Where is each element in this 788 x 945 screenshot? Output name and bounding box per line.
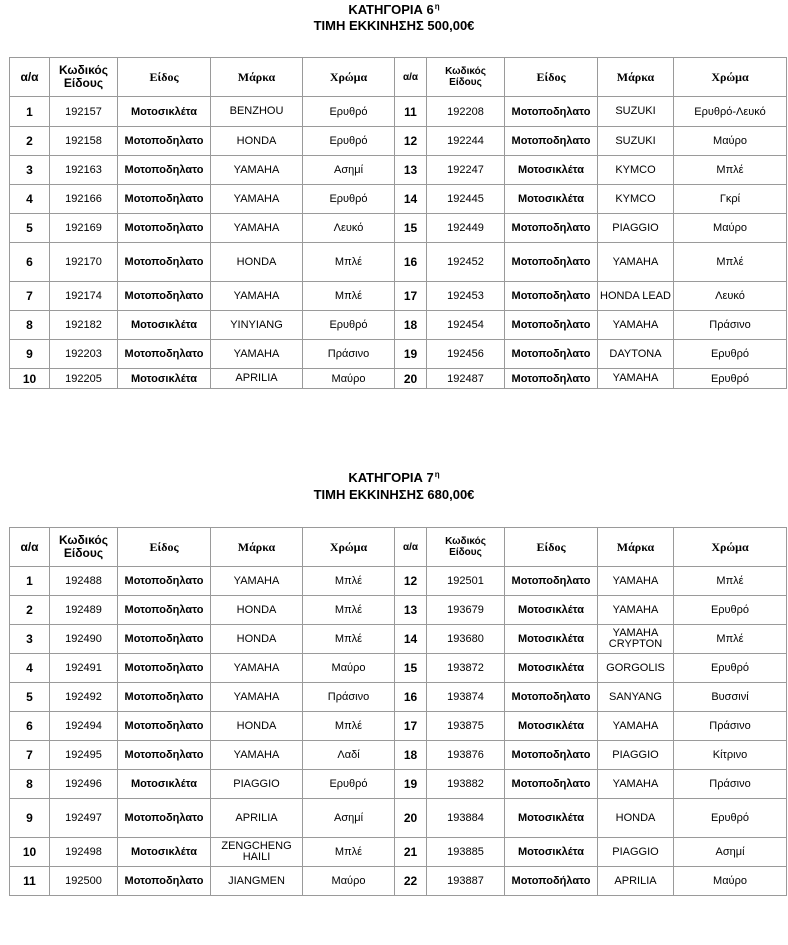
- item-color: Μπλέ: [303, 625, 395, 654]
- row-number: 12: [395, 567, 427, 596]
- item-brand: YAMAHA: [211, 156, 303, 185]
- item-color: Μπλέ: [674, 625, 787, 654]
- item-brand: KYMCO: [598, 185, 674, 214]
- item-type: Μοτοσικλέτα: [505, 838, 598, 867]
- row-number: 17: [395, 282, 427, 311]
- item-code: 192500: [50, 867, 118, 896]
- item-color: Μαύρο: [674, 214, 787, 243]
- row-number: 9: [10, 340, 50, 369]
- item-color: Μαύρο: [303, 369, 395, 389]
- item-code: 192247: [427, 156, 505, 185]
- item-color: Ερυθρό: [674, 340, 787, 369]
- row-number: 8: [10, 770, 50, 799]
- item-code: 192174: [50, 282, 118, 311]
- row-number: 20: [395, 369, 427, 389]
- item-brand: HONDA: [211, 625, 303, 654]
- table-row: [10, 712, 787, 741]
- item-type: Μοτοσικλέτα: [505, 799, 598, 838]
- row-number: 4: [10, 654, 50, 683]
- row-number: 16: [395, 243, 427, 282]
- item-type: Μοτοποδηλατο: [118, 243, 211, 282]
- item-type: Μοτοποδηλατο: [505, 97, 598, 127]
- item-color: Λευκό: [303, 214, 395, 243]
- item-brand: BENZHOU: [211, 97, 303, 127]
- item-brand: YAMAHA: [211, 741, 303, 770]
- table-row: [10, 156, 787, 185]
- item-type: Μοτοποδηλατο: [118, 799, 211, 838]
- item-color: Μπλέ: [303, 567, 395, 596]
- item-color: Ερυθρό: [303, 127, 395, 156]
- category-6-table: [9, 57, 787, 389]
- item-type: Μοτοσικλέτα: [505, 712, 598, 741]
- item-brand: YAMAHA: [211, 683, 303, 712]
- item-color: Ερυθρό: [674, 799, 787, 838]
- item-type: Μοτοποδηλατο: [505, 214, 598, 243]
- header-brand: Μάρκα: [211, 528, 303, 567]
- row-number: 5: [10, 683, 50, 712]
- category-6-title: [0, 2, 788, 17]
- item-code: 192208: [427, 97, 505, 127]
- row-number: 13: [395, 596, 427, 625]
- row-number: 5: [10, 214, 50, 243]
- item-color: Πράσινο: [303, 340, 395, 369]
- table-row: [10, 838, 787, 867]
- item-brand: YAMAHA: [598, 596, 674, 625]
- item-color: Λευκό: [674, 282, 787, 311]
- item-color: Μπλέ: [303, 243, 395, 282]
- header-brand: Μάρκα: [598, 58, 674, 97]
- row-number: 22: [395, 867, 427, 896]
- item-type: Μοτοσικλέτα: [505, 625, 598, 654]
- item-color: Ερυθρό: [303, 97, 395, 127]
- table-row: [10, 127, 787, 156]
- item-type: Μοτοποδηλατο: [505, 683, 598, 712]
- item-color: Μπλέ: [674, 243, 787, 282]
- header-brand: Μάρκα: [598, 528, 674, 567]
- item-color: Ερυθρό-Λευκό: [674, 97, 787, 127]
- item-brand: GORGOLIS: [598, 654, 674, 683]
- item-type: Μοτοσικλέτα: [118, 770, 211, 799]
- row-number: 14: [395, 625, 427, 654]
- row-number: 3: [10, 156, 50, 185]
- table-row: [10, 185, 787, 214]
- item-code: 192449: [427, 214, 505, 243]
- item-type: Μοτοποδηλατο: [118, 127, 211, 156]
- item-brand: SUZUKI: [598, 127, 674, 156]
- item-brand: YAMAHA: [598, 770, 674, 799]
- item-code: 193882: [427, 770, 505, 799]
- item-type: Μοτοποδηλατο: [505, 770, 598, 799]
- row-number: 15: [395, 214, 427, 243]
- item-code: 192158: [50, 127, 118, 156]
- item-code: 192492: [50, 683, 118, 712]
- table-row: [10, 97, 787, 127]
- item-color: Μαύρο: [674, 127, 787, 156]
- header-color: Χρώμα: [674, 58, 787, 97]
- header-color: Χρώμα: [303, 528, 395, 567]
- item-color: Πράσινο: [674, 770, 787, 799]
- table-row: [10, 654, 787, 683]
- item-code: 192244: [427, 127, 505, 156]
- item-color: Ερυθρό: [674, 369, 787, 389]
- item-type: Μοτοποδηλατο: [505, 127, 598, 156]
- row-number: 7: [10, 282, 50, 311]
- item-type: Μοτοποδηλατο: [118, 741, 211, 770]
- item-code: 192454: [427, 311, 505, 340]
- item-brand: YAMAHA: [598, 243, 674, 282]
- item-code: 192157: [50, 97, 118, 127]
- table-row: [10, 340, 787, 369]
- item-type: Μοτοσικλέτα: [505, 654, 598, 683]
- item-color: Μαύρο: [303, 867, 395, 896]
- item-brand: HONDA: [211, 596, 303, 625]
- item-type: Μοτοποδηλατο: [118, 712, 211, 741]
- category-7-title-text: ΚΑΤΗΓΟΡΙΑ 7: [348, 470, 434, 485]
- row-number: 19: [395, 770, 427, 799]
- item-brand: YAMAHA: [211, 282, 303, 311]
- item-code: 192487: [427, 369, 505, 389]
- row-number: 6: [10, 243, 50, 282]
- item-code: 192182: [50, 311, 118, 340]
- row-number: 4: [10, 185, 50, 214]
- item-brand: YAMAHA: [211, 185, 303, 214]
- item-color: Ερυθρό: [303, 311, 395, 340]
- item-color: Πράσινο: [674, 311, 787, 340]
- item-type: Μοτοποδηλατο: [118, 596, 211, 625]
- row-number: 12: [395, 127, 427, 156]
- item-brand: PIAGGIO: [598, 741, 674, 770]
- item-type: Μοτοσικλέτα: [118, 369, 211, 389]
- item-type: Μοτοποδηλατο: [118, 654, 211, 683]
- header-aa: α/α: [395, 58, 427, 97]
- item-type: Μοτοποδηλατο: [118, 625, 211, 654]
- item-code: 193874: [427, 683, 505, 712]
- header-type: Είδος: [118, 528, 211, 567]
- row-number: 21: [395, 838, 427, 867]
- item-brand: APRILIA: [598, 867, 674, 896]
- item-type: Μοτοποδήλατο: [505, 867, 598, 896]
- item-brand: APRILIA: [211, 369, 303, 389]
- item-code: 193679: [427, 596, 505, 625]
- item-type: Μοτοσικλέτα: [118, 838, 211, 867]
- table-row: [10, 741, 787, 770]
- item-code: 193876: [427, 741, 505, 770]
- item-brand: KYMCO: [598, 156, 674, 185]
- item-brand: HONDA: [211, 243, 303, 282]
- table-header-row: [10, 58, 787, 97]
- item-color: Πράσινο: [303, 683, 395, 712]
- item-color: Μαύρο: [303, 654, 395, 683]
- item-color: Μπλέ: [674, 567, 787, 596]
- item-type: Μοτοποδηλατο: [505, 243, 598, 282]
- header-aa: α/α: [10, 528, 50, 567]
- item-color: Μπλέ: [303, 838, 395, 867]
- item-brand: YAMAHA: [598, 369, 674, 389]
- item-code: 192488: [50, 567, 118, 596]
- item-brand: YAMAHA: [211, 340, 303, 369]
- table-row: [10, 214, 787, 243]
- row-number: 2: [10, 127, 50, 156]
- item-color: Ασημί: [674, 838, 787, 867]
- table-row: [10, 770, 787, 799]
- item-code: 192169: [50, 214, 118, 243]
- item-code: 193887: [427, 867, 505, 896]
- table-row: [10, 867, 787, 896]
- item-code: 192490: [50, 625, 118, 654]
- row-number: 20: [395, 799, 427, 838]
- row-number: 3: [10, 625, 50, 654]
- item-type: Μοτοσικλέτα: [505, 185, 598, 214]
- item-color: Λαδί: [303, 741, 395, 770]
- item-brand: HONDA: [211, 712, 303, 741]
- row-number: 18: [395, 741, 427, 770]
- header-aa: α/α: [395, 528, 427, 567]
- item-brand: YINYIANG: [211, 311, 303, 340]
- row-number: 17: [395, 712, 427, 741]
- item-brand: YAMAHA: [211, 654, 303, 683]
- item-code: 193872: [427, 654, 505, 683]
- row-number: 8: [10, 311, 50, 340]
- category-7-title-sup: η: [434, 470, 440, 479]
- item-type: Μοτοσικλέτα: [118, 97, 211, 127]
- item-type: Μοτοποδηλατο: [505, 311, 598, 340]
- item-type: Μοτοποδηλατο: [118, 567, 211, 596]
- row-number: 11: [10, 867, 50, 896]
- item-code: 192205: [50, 369, 118, 389]
- category-6-title-sup: η: [434, 2, 440, 11]
- item-type: Μοτοποδηλατο: [118, 867, 211, 896]
- item-code: 192491: [50, 654, 118, 683]
- row-number: 6: [10, 712, 50, 741]
- item-brand: YAMAHA: [598, 712, 674, 741]
- row-number: 10: [10, 838, 50, 867]
- header-aa: α/α: [10, 58, 50, 97]
- table-row: [10, 567, 787, 596]
- item-type: Μοτοποδηλατο: [505, 340, 598, 369]
- item-brand: YAMAHA: [598, 567, 674, 596]
- item-brand: PIAGGIO: [211, 770, 303, 799]
- table-row: [10, 311, 787, 340]
- table-row: [10, 625, 787, 654]
- item-brand: HONDA: [598, 799, 674, 838]
- item-color: Πράσινο: [674, 712, 787, 741]
- header-code: Κωδικός Είδους: [427, 58, 505, 97]
- row-number: 1: [10, 97, 50, 127]
- row-number: 15: [395, 654, 427, 683]
- item-code: 192496: [50, 770, 118, 799]
- item-code: 192495: [50, 741, 118, 770]
- item-color: Κίτρινο: [674, 741, 787, 770]
- row-number: 13: [395, 156, 427, 185]
- item-color: Βυσσινί: [674, 683, 787, 712]
- item-code: 192170: [50, 243, 118, 282]
- item-code: 192452: [427, 243, 505, 282]
- item-color: Ερυθρό: [674, 654, 787, 683]
- item-color: Ασημί: [303, 799, 395, 838]
- item-color: Μαύρο: [674, 867, 787, 896]
- item-brand: DAYTONA: [598, 340, 674, 369]
- row-number: 2: [10, 596, 50, 625]
- header-brand: Μάρκα: [211, 58, 303, 97]
- row-number: 7: [10, 741, 50, 770]
- item-brand: PIAGGIO: [598, 838, 674, 867]
- item-brand: SANYANG: [598, 683, 674, 712]
- item-brand: SUZUKI: [598, 97, 674, 127]
- item-code: 192494: [50, 712, 118, 741]
- item-type: Μοτοποδηλατο: [118, 156, 211, 185]
- item-type: Μοτοποδηλατο: [118, 340, 211, 369]
- item-brand: YAMAHA: [598, 311, 674, 340]
- item-color: Ασημί: [303, 156, 395, 185]
- row-number: 18: [395, 311, 427, 340]
- item-brand: PIAGGIO: [598, 214, 674, 243]
- item-brand: YAMAHA: [211, 567, 303, 596]
- item-type: Μοτοποδηλατο: [118, 214, 211, 243]
- item-code: 192498: [50, 838, 118, 867]
- header-type: Είδος: [118, 58, 211, 97]
- item-brand: JIANGMEN: [211, 867, 303, 896]
- item-type: Μοτοποδηλατο: [505, 369, 598, 389]
- item-type: Μοτοποδηλατο: [118, 683, 211, 712]
- row-number: 1: [10, 567, 50, 596]
- item-code: 193884: [427, 799, 505, 838]
- item-code: 193885: [427, 838, 505, 867]
- header-code: Κωδικός Είδους: [50, 58, 118, 97]
- category-7-table: [9, 527, 787, 896]
- header-type: Είδος: [505, 58, 598, 97]
- item-color: Μπλέ: [303, 712, 395, 741]
- header-type: Είδος: [505, 528, 598, 567]
- table-row: [10, 369, 787, 389]
- item-code: 193680: [427, 625, 505, 654]
- item-code: 192445: [427, 185, 505, 214]
- row-number: 16: [395, 683, 427, 712]
- item-brand: APRILIA: [211, 799, 303, 838]
- category-7-start-price: ΤΙΜΗ ΕΚΚΙΝΗΣΗΣ 680,00€: [313, 487, 475, 502]
- table-header-row: [10, 528, 787, 567]
- row-number: 14: [395, 185, 427, 214]
- table-row: [10, 282, 787, 311]
- category-6-title-text: ΚΑΤΗΓΟΡΙΑ 6: [348, 2, 434, 17]
- row-number: 10: [10, 369, 50, 389]
- item-brand: YAMAHA: [211, 214, 303, 243]
- item-type: Μοτοποδηλατο: [118, 282, 211, 311]
- category-6-start-price: ΤΙΜΗ ΕΚΚΙΝΗΣΗΣ 500,00€: [313, 18, 475, 33]
- item-color: Γκρί: [674, 185, 787, 214]
- item-brand: HONDA LEAD: [598, 282, 674, 311]
- item-color: Ερυθρό: [303, 770, 395, 799]
- item-code: 192497: [50, 799, 118, 838]
- item-type: Μοτοποδηλατο: [505, 741, 598, 770]
- table-row: [10, 596, 787, 625]
- item-code: 193875: [427, 712, 505, 741]
- table-row: [10, 243, 787, 282]
- item-color: Ερυθρό: [674, 596, 787, 625]
- table-row: [10, 683, 787, 712]
- header-color: Χρώμα: [674, 528, 787, 567]
- item-code: 192453: [427, 282, 505, 311]
- item-type: Μοτοσικλέτα: [505, 156, 598, 185]
- item-code: 192501: [427, 567, 505, 596]
- item-brand: HONDA: [211, 127, 303, 156]
- item-brand: YAMAHA CRYPTON: [598, 625, 674, 654]
- item-type: Μοτοποδηλατο: [505, 567, 598, 596]
- item-code: 192166: [50, 185, 118, 214]
- item-color: Μπλέ: [674, 156, 787, 185]
- item-code: 192203: [50, 340, 118, 369]
- item-brand: ZENGCHENG HAILI: [211, 838, 303, 867]
- category-7-title: [0, 470, 788, 485]
- table-row: [10, 799, 787, 838]
- item-code: 192456: [427, 340, 505, 369]
- item-type: Μοτοποδηλατο: [118, 185, 211, 214]
- item-color: Μπλέ: [303, 282, 395, 311]
- item-color: Ερυθρό: [303, 185, 395, 214]
- item-code: 192489: [50, 596, 118, 625]
- header-code: Κωδικός Είδους: [427, 528, 505, 567]
- item-code: 192163: [50, 156, 118, 185]
- header-code: Κωδικός Είδους: [50, 528, 118, 567]
- item-type: Μοτοποδηλατο: [505, 282, 598, 311]
- header-color: Χρώμα: [303, 58, 395, 97]
- item-type: Μοτοσικλέτα: [118, 311, 211, 340]
- item-type: Μοτοσικλέτα: [505, 596, 598, 625]
- row-number: 19: [395, 340, 427, 369]
- item-color: Μπλέ: [303, 596, 395, 625]
- row-number: 11: [395, 97, 427, 127]
- row-number: 9: [10, 799, 50, 838]
